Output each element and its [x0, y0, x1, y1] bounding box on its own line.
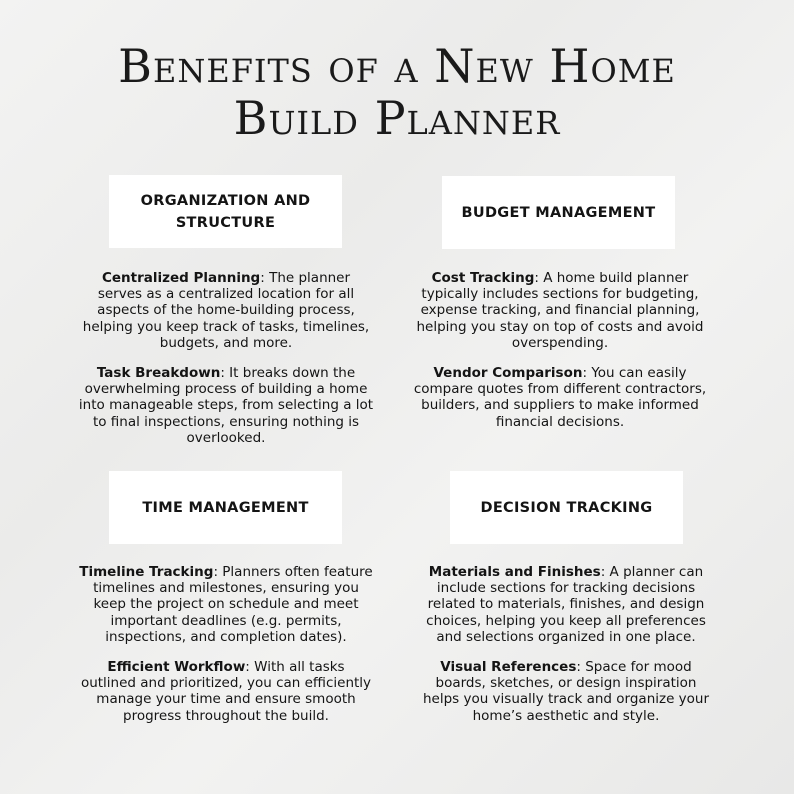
benefit-text: : A home build planner typically includes sections for budgeting, expense tracking, and financial planning, helping you stay on top of costs and avoid overspending. [416, 270, 704, 351]
benefit-term: Cost Tracking [431, 270, 535, 286]
section-body-budget [412, 270, 708, 444]
benefit-term: Centralized Planning [101, 270, 261, 286]
benefit-item [78, 365, 374, 446]
benefit-term: Timeline Tracking [79, 564, 214, 580]
benefit-term: Efficient Workflow [107, 659, 246, 676]
benefit-item [418, 564, 714, 645]
benefit-item [412, 365, 708, 430]
benefit-text: : A planner can include sections for tracking decisions related to materials, finishes, and design choices, helping you keep all preferences and selections organized in one place. [426, 564, 706, 645]
benefit-term: Task Breakdown [96, 365, 221, 382]
benefit-term: Vendor Comparison [433, 365, 583, 382]
benefit-text: : Planners often feature timelines and milestones, ensuring you keep the project on schedule and meet important deadlines (e.g. permits, inspections, and completion dates). [93, 564, 373, 645]
section-body-organization [78, 270, 374, 460]
benefit-text: : Space for mood boards, sketches, or design inspiration helps you visually track and organize your home’s aesthetic and style. [422, 659, 710, 724]
benefit-item [418, 659, 714, 724]
page-title [0, 40, 794, 144]
section-heading-organization: ORGANIZATION AND STRUCTURE [109, 175, 342, 248]
section-body-decision [418, 564, 714, 738]
section-body-time [78, 564, 374, 738]
benefit-text: : It breaks down the overwhelming process of building a home into manageable steps, from selecting a lot to final inspections, ensuring nothing is overlooked. [78, 365, 374, 446]
benefit-item [78, 659, 374, 724]
benefit-item [78, 270, 374, 351]
benefit-item [78, 564, 374, 645]
benefit-text: : The planner serves as a centralized location for all aspects of the home-building process, helping you keep track of tasks, timelines, budgets, and more. [82, 270, 370, 351]
title-line-1: Benefits of a New Home [118, 39, 676, 93]
section-heading-budget: BUDGET MANAGEMENT [442, 176, 675, 249]
benefit-term: Materials and Finishes [428, 564, 601, 580]
benefit-item [412, 270, 708, 351]
benefit-text: : You can easily compare quotes from different contractors, builders, and suppliers to make informed financial decisions. [413, 365, 707, 430]
section-heading-time: TIME MANAGEMENT [109, 471, 342, 544]
benefit-text: : With all tasks outlined and prioritized, you can efficiently manage your time and ensure smooth progress throughout the build. [80, 659, 372, 724]
title-line-2: Build Planner [233, 91, 561, 145]
benefit-term: Visual References [440, 659, 577, 676]
section-heading-decision: DECISION TRACKING [450, 471, 683, 544]
